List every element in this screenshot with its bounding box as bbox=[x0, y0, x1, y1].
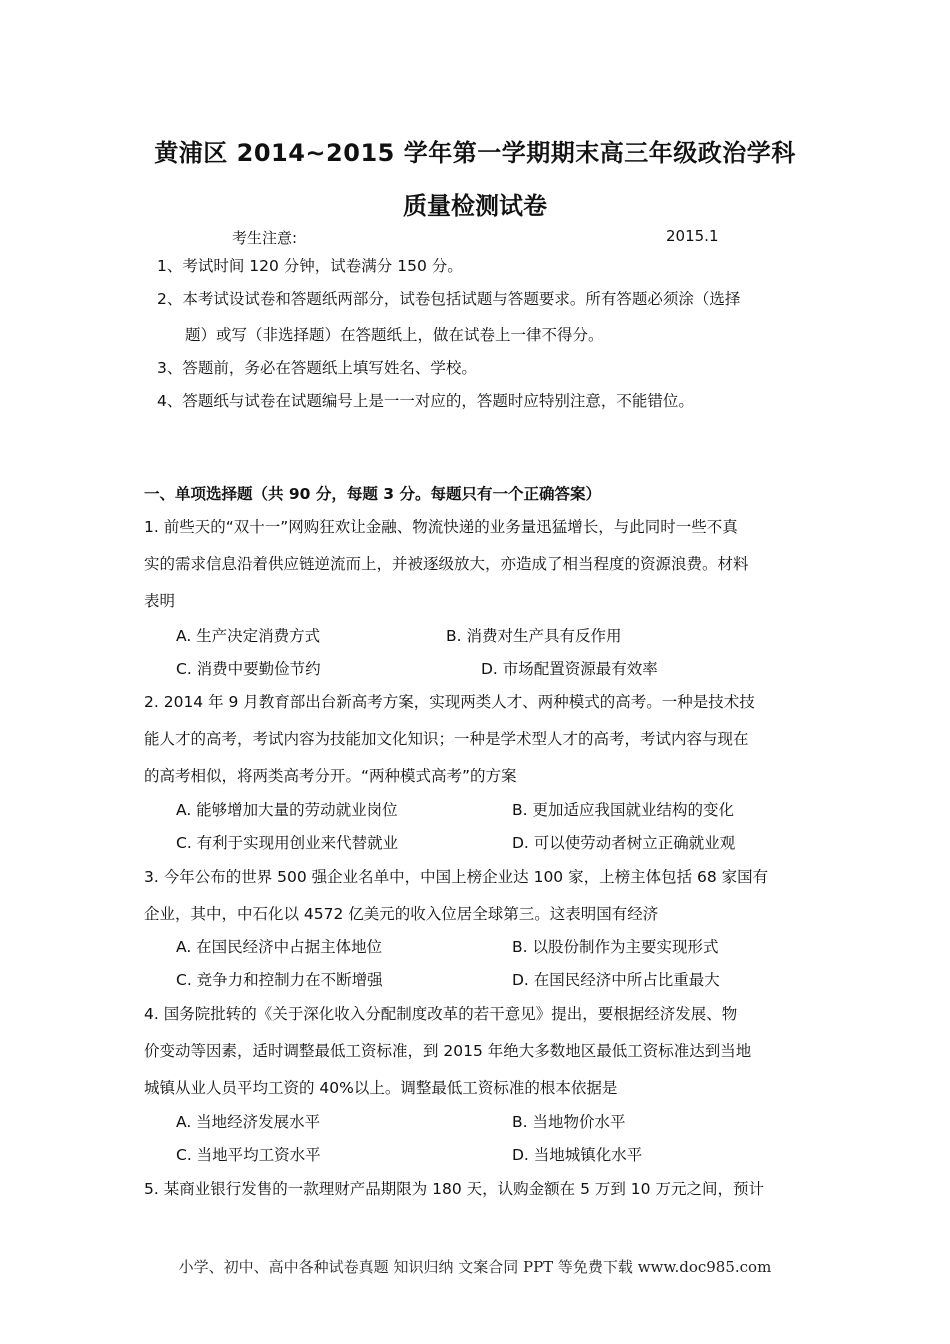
section-title: 一、单项选择题（共 90 分，每题 3 分。每题只有一个正确答案） bbox=[144, 485, 601, 503]
question-5-line1: 5. 某商业银行发售的一款理财产品期限为 180 天，认购金额在 5 万到 10 万元之间，预计 bbox=[144, 1180, 764, 1198]
question-3-option-b: B. 以股份制作为主要实现形式 bbox=[512, 938, 719, 956]
question-3-option-a: A. 在国民经济中占据主体地位 bbox=[176, 938, 383, 956]
question-2-option-a: A. 能够增加大量的劳动就业岗位 bbox=[176, 801, 398, 819]
notice-1: 1、考试时间 120 分钟，试卷满分 150 分。 bbox=[157, 257, 463, 275]
question-4-line1: 4. 国务院批转的《关于深化收入分配制度改革的若干意见》提出，要根据经济发展、物 bbox=[144, 1005, 738, 1023]
question-3-line1: 3. 今年公布的世界 500 强企业名单中，中国上榜企业达 100 家，上榜主体包括 68 家国有 bbox=[144, 868, 769, 886]
question-4-option-a: A. 当地经济发展水平 bbox=[176, 1113, 321, 1131]
question-1-line3: 表明 bbox=[144, 592, 176, 610]
question-3-option-d: D. 在国民经济中所占比重最大 bbox=[512, 971, 720, 989]
question-1-line1: 1. 前些天的“双十一”网购狂欢让金融、物流快递的业务量迅猛增长，与此同时一些不真 bbox=[144, 518, 738, 536]
question-2-line2: 能人才的高考，考试内容为技能加文化知识；一种是学术型人才的高考，考试内容与现在 bbox=[144, 730, 749, 748]
question-2-line1: 2. 2014 年 9 月教育部出台新高考方案，实现两类人才、两种模式的高考。一种是技术技 bbox=[144, 693, 755, 711]
question-1-option-b: B. 消费对生产具有反作用 bbox=[446, 627, 622, 645]
question-1-option-c: C. 消费中要勤俭节约 bbox=[176, 660, 321, 678]
exam-title-line1: 黄浦区 2014~2015 学年第一学期期末高三年级政治学科 bbox=[154, 139, 796, 167]
notice-3: 3、答题前，务必在答题纸上填写姓名、学校。 bbox=[157, 359, 477, 377]
question-2-option-b: B. 更加适应我国就业结构的变化 bbox=[512, 801, 734, 819]
question-1-option-d: D. 市场配置资源最有效率 bbox=[481, 660, 658, 678]
question-2-option-d: D. 可以使劳动者树立正确就业观 bbox=[512, 834, 736, 852]
exam-title-line2: 质量检测试卷 bbox=[403, 192, 547, 220]
question-2-option-c: C. 有利于实现用创业来代替就业 bbox=[176, 834, 399, 852]
question-4-line2: 价变动等因素，适时调整最低工资标准，到 2015 年绝大多数地区最低工资标准达到当地 bbox=[144, 1042, 752, 1060]
exam-date: 2015.1 bbox=[666, 227, 719, 245]
question-4-option-d: D. 当地城镇化水平 bbox=[512, 1146, 643, 1164]
notice-2-line1: 2、本考试设试卷和答题纸两部分，试卷包括试题与答题要求。所有答题必须涂（选择 bbox=[157, 290, 741, 308]
question-4-option-c: C. 当地平均工资水平 bbox=[176, 1146, 321, 1164]
notice-4: 4、答题纸与试卷在试题编号上是一一对应的，答题时应特别注意，不能错位。 bbox=[157, 392, 694, 410]
question-1-line2: 实的需求信息沿着供应链逆流而上，并被逐级放大，亦造成了相当程度的资源浪费。材料 bbox=[144, 555, 749, 573]
footer-promo-text: 小学、初中、高中各种试卷真题 知识归纳 文案合同 PPT 等免费下载 www.doc985.com bbox=[178, 1258, 772, 1276]
notice-2-line2: 题）或写（非选择题）在答题纸上，做在试卷上一律不得分。 bbox=[185, 326, 604, 344]
question-2-line3: 的高考相似，将两类高考分开。“两种模式高考”的方案 bbox=[144, 767, 517, 785]
question-1-option-a: A. 生产决定消费方式 bbox=[176, 627, 321, 645]
question-4-option-b: B. 当地物价水平 bbox=[512, 1113, 626, 1131]
notice-label: 考生注意: bbox=[232, 229, 298, 247]
question-3-line2: 企业，其中，中石化以 4572 亿美元的收入位居全球第三。这表明国有经济 bbox=[144, 905, 659, 923]
question-4-line3: 城镇从业人员平均工资的 40%以上。调整最低工资标准的根本依据是 bbox=[144, 1079, 618, 1097]
question-3-option-c: C. 竞争力和控制力在不断增强 bbox=[176, 971, 383, 989]
